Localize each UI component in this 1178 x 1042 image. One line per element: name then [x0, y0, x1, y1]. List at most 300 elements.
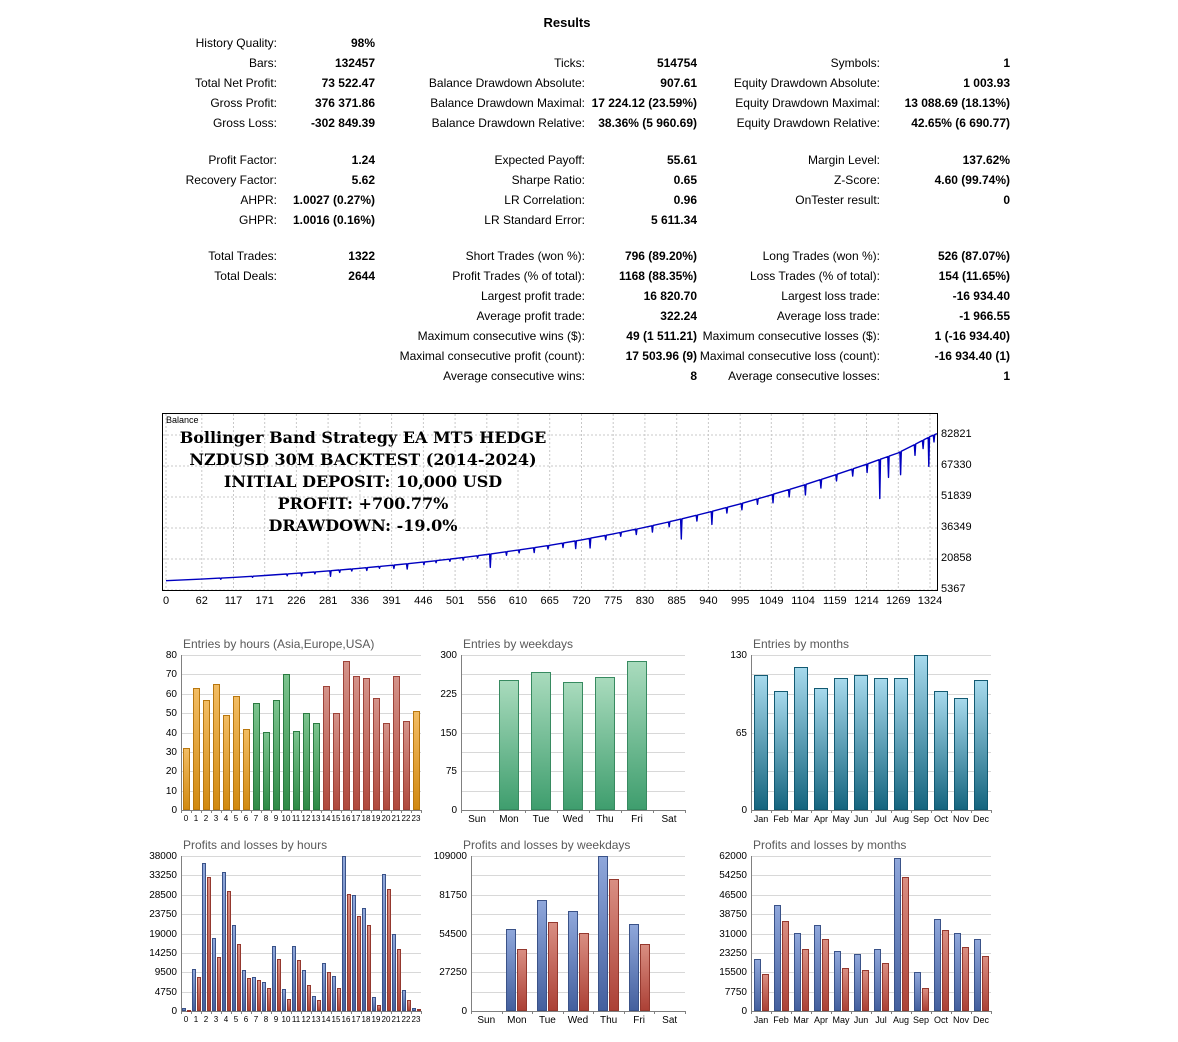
stat-value: 1.0027 (0.27%)	[292, 193, 375, 207]
bar	[187, 1010, 191, 1012]
x-label: Nov	[952, 1015, 969, 1025]
x-tick	[371, 810, 372, 813]
bar	[914, 655, 928, 810]
bar	[407, 1000, 411, 1011]
x-label: 3	[213, 1015, 219, 1024]
x-label: Jun	[853, 1015, 869, 1025]
bar	[629, 924, 639, 1011]
bar	[322, 963, 326, 1011]
stat-label: Largest loss trade:	[781, 289, 880, 303]
x-tick	[251, 810, 252, 813]
x-tick	[471, 1011, 472, 1014]
balance-y-label: 82821	[941, 428, 972, 440]
x-label: 19	[371, 814, 381, 823]
x-tick	[771, 810, 772, 813]
stat-label: Gross Loss:	[212, 116, 277, 130]
bar	[257, 980, 261, 1011]
x-tick	[281, 810, 282, 813]
bar	[506, 929, 516, 1011]
y-label: 130	[730, 650, 747, 661]
x-label: 4	[223, 814, 229, 823]
y-label: 40	[165, 727, 177, 739]
stat-value: 38.36% (5 960.69)	[598, 116, 697, 130]
y-label: 0	[741, 805, 747, 816]
x-tick	[951, 810, 952, 813]
stat-value: 1	[1003, 369, 1010, 383]
x-label: Jun	[853, 814, 869, 824]
x-label: 13	[311, 1015, 321, 1024]
x-tick	[321, 810, 322, 813]
x-tick	[211, 810, 212, 813]
x-tick	[241, 810, 242, 813]
x-label: 7	[253, 814, 259, 823]
x-label: May	[832, 1015, 850, 1025]
x-label: 12	[301, 814, 311, 823]
bar	[982, 956, 989, 1011]
balance-legend: Balance	[166, 415, 199, 425]
bar	[974, 680, 988, 810]
x-label: 19	[371, 1015, 381, 1024]
balance-x-label: 830	[635, 595, 655, 607]
stat-value: 49 (1 511.21)	[626, 329, 697, 343]
x-tick	[311, 1011, 312, 1014]
bar	[934, 919, 941, 1011]
stat-value: 5.62	[351, 173, 375, 187]
bar	[934, 691, 948, 810]
stat-label: Balance Drawdown Absolute:	[428, 76, 585, 90]
stat-label: Maximal consecutive profit (count):	[399, 349, 585, 363]
y-axis-line	[181, 856, 182, 1011]
x-label: 11	[291, 1015, 301, 1024]
balance-x-label: 885	[667, 595, 686, 607]
chart-entries_hours	[165, 637, 445, 839]
x-label: 21	[391, 1015, 401, 1024]
stat-value: 526 (87.07%)	[937, 249, 1010, 263]
y-label: 75	[445, 766, 457, 778]
stat-value: 98%	[350, 36, 375, 50]
bar	[313, 723, 320, 810]
x-label: May	[832, 814, 850, 824]
y-label: 0	[171, 1006, 177, 1017]
bar	[954, 698, 968, 810]
stat-value: 1.24	[351, 153, 375, 167]
x-tick	[341, 1011, 342, 1014]
bar	[357, 916, 361, 1011]
x-tick	[261, 1011, 262, 1014]
balance-x-label: 665	[540, 595, 559, 607]
x-label: 22	[401, 814, 411, 823]
x-label: Sun	[477, 1015, 496, 1026]
gridline	[751, 895, 991, 896]
x-tick	[991, 810, 992, 813]
x-label: Mar	[793, 1015, 809, 1025]
balance-x-label: 1104	[791, 595, 815, 607]
bar	[363, 678, 370, 810]
bar	[312, 996, 316, 1011]
balance-x-label: 995	[730, 595, 750, 607]
bar	[343, 661, 350, 810]
stat-label: Equity Drawdown Relative:	[736, 116, 880, 130]
stat-label: Equity Drawdown Absolute:	[733, 76, 880, 90]
stat-label: AHPR:	[240, 193, 277, 207]
y-label: 38000	[149, 851, 177, 862]
x-label: Oct	[933, 1015, 948, 1025]
stat-value: 73 522.47	[321, 76, 375, 90]
bar	[317, 1000, 321, 1011]
y-label: 50	[165, 708, 177, 720]
chart-title: Profits and losses by hours	[183, 838, 328, 852]
x-tick	[301, 1011, 302, 1014]
bar	[894, 858, 901, 1011]
bar	[212, 938, 216, 1011]
bar	[598, 856, 608, 1011]
stat-value: 132457	[334, 56, 375, 70]
y-label: 27250	[439, 967, 467, 979]
x-tick	[791, 810, 792, 813]
bar	[882, 963, 889, 1011]
x-tick	[321, 1011, 322, 1014]
stat-label: Sharpe Ratio:	[511, 173, 585, 187]
bar	[277, 959, 281, 1011]
bar	[874, 949, 881, 1011]
x-label: 16	[341, 1015, 351, 1024]
x-label: 12	[301, 1015, 311, 1024]
bar	[272, 946, 276, 1011]
x-label: 10	[281, 1015, 291, 1024]
x-label: 20	[381, 814, 391, 823]
chart-plot-area	[181, 856, 421, 1011]
gridline	[751, 914, 991, 915]
stat-value: 376 371.86	[314, 96, 375, 110]
x-label: 22	[401, 1015, 411, 1024]
x-tick	[563, 1011, 564, 1014]
chart-plot-area	[181, 655, 421, 810]
stat-value: -16 934.40 (1)	[934, 349, 1010, 363]
y-label: 23750	[149, 909, 177, 921]
x-label: 17	[351, 1015, 361, 1024]
balance-y-label: 67330	[941, 459, 972, 471]
bar	[303, 713, 310, 810]
y-label: 0	[461, 1006, 467, 1017]
y-label: 54250	[719, 870, 747, 882]
stat-label: Maximum consecutive losses ($):	[702, 329, 880, 343]
bar	[548, 922, 558, 1011]
x-tick	[685, 1011, 686, 1014]
stat-value: 137.62%	[962, 153, 1010, 167]
y-label: 54500	[439, 928, 467, 940]
balance-x-label: 1324	[917, 595, 943, 607]
x-label: Sat	[661, 814, 677, 825]
x-tick	[331, 810, 332, 813]
y-label: 150	[440, 727, 457, 739]
bar	[232, 925, 236, 1011]
x-label: 23	[411, 1015, 421, 1024]
x-tick	[811, 810, 812, 813]
bar	[247, 978, 251, 1011]
x-label: Mar	[793, 814, 809, 824]
x-axis-line	[461, 810, 685, 811]
bar	[402, 990, 406, 1011]
y-label: 7750	[724, 986, 747, 998]
balance-x-label: 1214	[854, 595, 879, 607]
x-label: 17	[351, 814, 361, 823]
bar	[307, 985, 311, 1011]
x-tick	[271, 810, 272, 813]
x-label: Jan	[753, 1015, 769, 1025]
y-label: 62000	[719, 851, 747, 862]
x-label: 18	[361, 1015, 371, 1024]
bar	[974, 939, 981, 1011]
x-label: 9	[273, 814, 279, 823]
bar	[252, 977, 256, 1011]
bar	[197, 977, 201, 1011]
x-tick	[525, 810, 526, 813]
x-tick	[341, 810, 342, 813]
balance-x-label: 775	[604, 595, 623, 607]
x-label: Fri	[631, 814, 643, 825]
stat-value: 907.61	[660, 76, 697, 90]
x-tick	[589, 810, 590, 813]
stat-value: 2644	[348, 269, 375, 283]
x-tick	[685, 810, 686, 813]
chart-title: Entries by weekdays	[463, 637, 574, 651]
x-label: 1	[193, 814, 199, 823]
x-tick	[971, 810, 972, 813]
bar	[393, 676, 400, 810]
bar	[227, 891, 231, 1011]
gridline	[471, 875, 685, 876]
x-tick	[811, 1011, 812, 1014]
x-label: 8	[263, 814, 269, 823]
bar	[323, 686, 330, 810]
x-label: Feb	[773, 814, 789, 824]
x-tick	[502, 1011, 503, 1014]
x-label: 11	[291, 814, 301, 823]
x-tick	[532, 1011, 533, 1014]
x-tick	[851, 1011, 852, 1014]
bar	[383, 723, 390, 810]
bar	[754, 959, 761, 1011]
x-tick	[181, 810, 182, 813]
bar	[193, 688, 200, 810]
stat-label: Profit Trades (% of total):	[452, 269, 585, 283]
gridline	[461, 674, 685, 675]
x-tick	[371, 1011, 372, 1014]
stat-value: 514754	[656, 56, 697, 70]
balance-overlay-line-3: PROFIT: +700.77%	[277, 494, 449, 513]
bar	[814, 688, 828, 810]
stat-value: 322.24	[660, 309, 697, 323]
bar	[942, 930, 949, 1011]
stat-label: Short Trades (won %):	[465, 249, 585, 263]
x-label: 5	[233, 814, 239, 823]
stat-value: 4.60 (99.74%)	[934, 173, 1010, 187]
stat-value: 17 224.12 (23.59%)	[591, 96, 697, 110]
x-label: Wed	[567, 1015, 589, 1026]
x-tick	[261, 810, 262, 813]
x-tick	[891, 1011, 892, 1014]
x-label: 13	[311, 814, 321, 823]
bar	[894, 678, 908, 810]
balance-overlay-line-2: INITIAL DEPOSIT: 10,000 USD	[223, 472, 503, 491]
x-label: 14	[321, 1015, 331, 1024]
bar	[203, 700, 210, 810]
x-tick	[351, 1011, 352, 1014]
x-tick	[411, 810, 412, 813]
bar	[283, 674, 290, 810]
x-tick	[831, 1011, 832, 1014]
bar	[382, 874, 386, 1011]
stat-value: 1 003.93	[963, 76, 1010, 90]
x-tick	[971, 1011, 972, 1014]
stat-label: Gross Profit:	[210, 96, 277, 110]
y-label: 60	[165, 688, 177, 700]
stat-label: Balance Drawdown Maximal:	[430, 96, 585, 110]
stat-label: Average consecutive losses:	[728, 369, 880, 383]
y-label: 0	[451, 805, 457, 816]
x-label: Thu	[599, 1015, 618, 1026]
bar	[287, 999, 291, 1011]
x-tick	[381, 810, 382, 813]
stat-label: OnTester result:	[795, 193, 880, 207]
x-tick	[361, 1011, 362, 1014]
bar	[834, 951, 841, 1011]
stat-value: 796 (89.20%)	[624, 249, 697, 263]
x-label: Sep	[912, 814, 929, 824]
bar	[333, 713, 340, 810]
bar	[377, 1005, 381, 1011]
bar	[373, 698, 380, 810]
stat-label: Margin Level:	[807, 153, 880, 167]
x-label: 4	[223, 1015, 229, 1024]
stat-value: 17 503.96 (9)	[625, 349, 697, 363]
x-label: 3	[213, 814, 219, 823]
x-tick	[291, 810, 292, 813]
balance-y-label: 5367	[941, 583, 966, 595]
stat-label: Equity Drawdown Maximal:	[735, 96, 880, 110]
chart-plot-area	[471, 856, 685, 1011]
stat-label: Symbols:	[830, 56, 880, 70]
bar	[762, 974, 769, 1011]
x-label: 2	[203, 1015, 209, 1024]
y-label: 4750	[154, 986, 177, 998]
x-tick	[201, 1011, 202, 1014]
bar	[403, 721, 410, 810]
x-axis-line	[471, 1011, 685, 1012]
y-label: 38750	[719, 909, 747, 921]
x-label: 15	[331, 814, 341, 823]
bar	[237, 944, 241, 1011]
stat-label: Balance Drawdown Relative:	[431, 116, 585, 130]
bar	[595, 677, 615, 810]
x-tick	[851, 810, 852, 813]
y-label: 70	[165, 669, 177, 681]
balance-x-label: 336	[350, 595, 370, 607]
balance-x-label: 0	[162, 595, 170, 607]
bar	[922, 988, 929, 1011]
bar	[862, 970, 869, 1011]
stat-value: 0	[1003, 193, 1010, 207]
x-label: Jan	[753, 814, 769, 824]
gridline	[751, 856, 991, 857]
x-tick	[831, 810, 832, 813]
bar	[563, 682, 583, 810]
x-tick	[871, 810, 872, 813]
chart-title: Profits and losses by months	[753, 838, 907, 852]
bar	[397, 949, 401, 1011]
y-label: 46500	[719, 889, 747, 901]
balance-y-label: 20858	[941, 552, 972, 564]
balance-x-label: 171	[255, 595, 274, 607]
x-label: Mon	[507, 1015, 527, 1026]
x-label: 15	[331, 1015, 341, 1024]
bar	[499, 680, 519, 810]
x-label: 5	[233, 1015, 239, 1024]
x-label: Thu	[596, 814, 614, 825]
stat-value: 1168 (88.35%)	[618, 269, 697, 283]
x-tick	[241, 1011, 242, 1014]
x-tick	[401, 810, 402, 813]
gridline	[751, 674, 991, 675]
bar	[253, 703, 260, 810]
stat-label: LR Correlation:	[504, 193, 585, 207]
x-tick	[931, 1011, 932, 1014]
x-label: 7	[253, 1015, 259, 1024]
bar	[222, 872, 226, 1011]
stat-label: Z-Score:	[833, 173, 880, 187]
x-label: 2	[203, 814, 209, 823]
stat-value: 0.96	[673, 193, 697, 207]
stat-value: 1322	[348, 249, 375, 263]
stat-label: Average consecutive wins:	[443, 369, 585, 383]
stat-value: 1	[1003, 56, 1010, 70]
x-tick	[211, 1011, 212, 1014]
balance-x-label: 610	[508, 595, 528, 607]
stat-value: 1.0016 (0.16%)	[292, 213, 375, 227]
stat-label: Maximum consecutive wins ($):	[417, 329, 585, 343]
bar	[754, 675, 768, 810]
chart-entries_weekdays	[440, 637, 725, 839]
x-tick	[311, 810, 312, 813]
stat-value: -1 966.55	[959, 309, 1010, 323]
x-tick	[191, 810, 192, 813]
x-tick	[493, 810, 494, 813]
gridline	[751, 655, 991, 656]
x-tick	[391, 1011, 392, 1014]
balance-overlay-line-4: DRAWDOWN: -19.0%	[268, 516, 458, 535]
balance-y-label: 51839	[941, 490, 972, 502]
gridline	[461, 655, 685, 656]
balance-y-label: 36349	[941, 521, 972, 533]
stat-value: 1 (-16 934.40)	[934, 329, 1010, 343]
y-label: 15500	[719, 967, 747, 979]
x-tick	[621, 810, 622, 813]
stat-label: Bars:	[248, 56, 277, 70]
stat-label: GHPR:	[238, 213, 277, 227]
bar	[182, 1008, 186, 1011]
bar	[954, 933, 961, 1011]
x-tick	[654, 1011, 655, 1014]
bar	[392, 934, 396, 1011]
x-tick	[331, 1011, 332, 1014]
bar	[292, 946, 296, 1011]
x-tick	[401, 1011, 402, 1014]
bar	[640, 944, 650, 1011]
stat-label: Largest profit trade:	[480, 289, 585, 303]
x-label: Aug	[892, 814, 909, 824]
y-axis-line	[751, 856, 752, 1011]
x-label: Sun	[468, 814, 486, 825]
